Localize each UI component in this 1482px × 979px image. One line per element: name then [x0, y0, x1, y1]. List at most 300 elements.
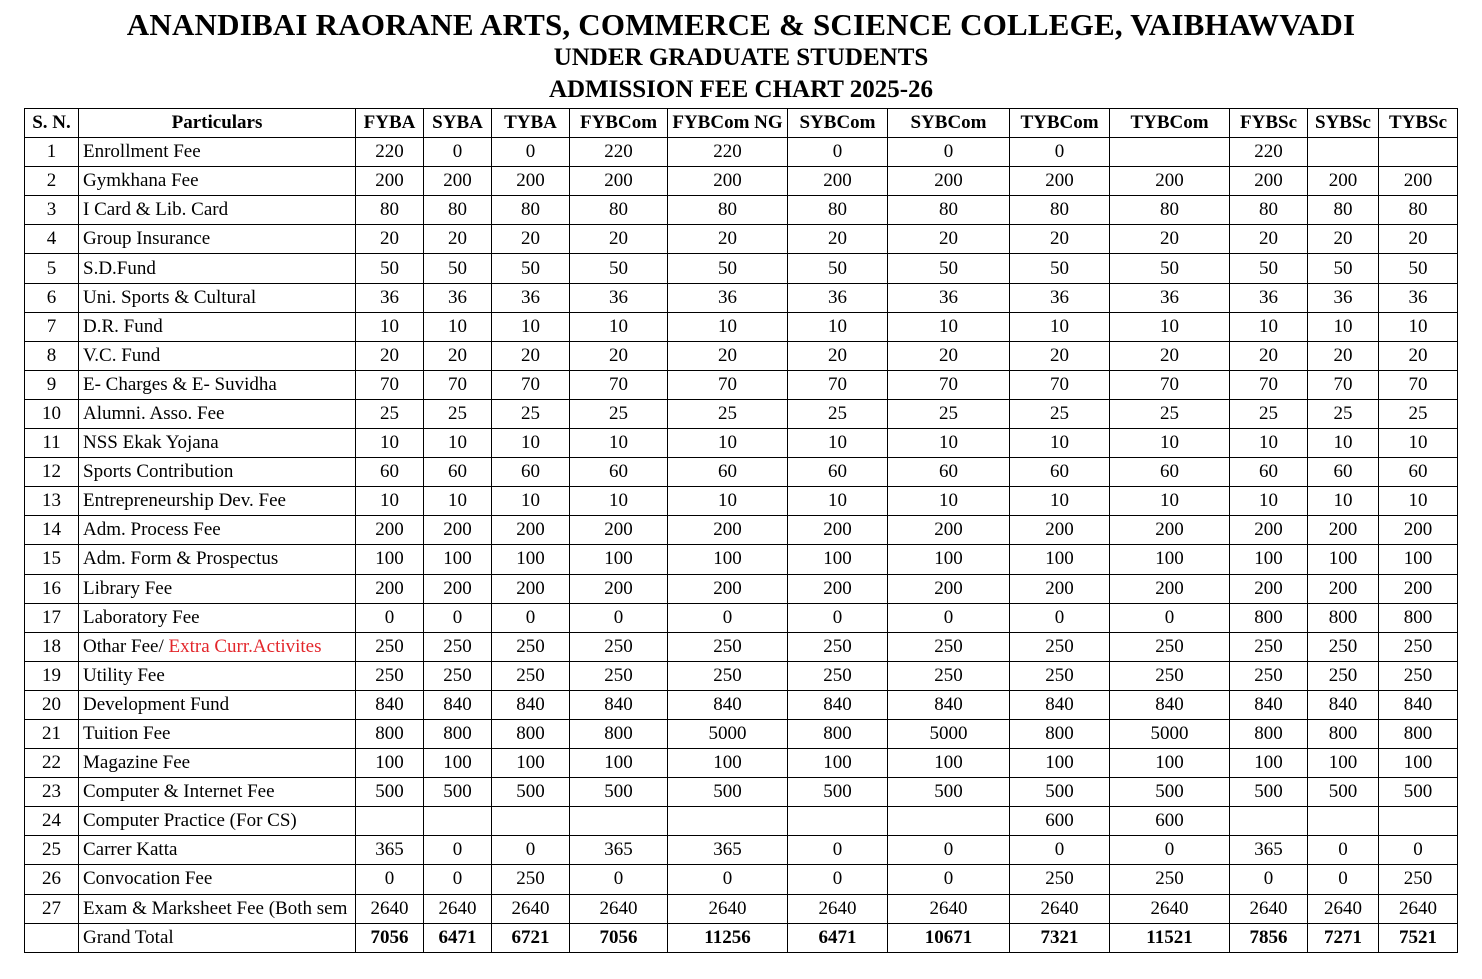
- fee-value-cell: 0: [424, 603, 492, 632]
- fee-value-cell: 200: [788, 167, 888, 196]
- fee-value-cell: 250: [1010, 661, 1110, 690]
- fee-value-cell: 36: [888, 283, 1010, 312]
- grand-total-value: 11256: [668, 923, 788, 952]
- fee-value-cell: 25: [492, 399, 570, 428]
- fee-value-cell: 36: [1230, 283, 1308, 312]
- fee-value-cell: 20: [570, 225, 668, 254]
- fee-value-cell: 0: [492, 603, 570, 632]
- fee-value-cell: 800: [1379, 719, 1458, 748]
- fee-value-cell: 20: [1110, 225, 1230, 254]
- fee-value-cell: 500: [356, 778, 424, 807]
- grand-total-value: 7521: [1379, 923, 1458, 952]
- fee-value-cell: 200: [1110, 167, 1230, 196]
- fee-value-cell: 800: [356, 719, 424, 748]
- fee-value-cell: 250: [1379, 632, 1458, 661]
- column-header: TYBA: [492, 109, 570, 138]
- fee-value-cell: 5000: [888, 719, 1010, 748]
- fee-value-cell: 25: [356, 399, 424, 428]
- fee-value-cell: 250: [1010, 632, 1110, 661]
- fee-value-cell: 25: [1379, 399, 1458, 428]
- fee-value-cell: 100: [570, 545, 668, 574]
- fee-value-cell: 36: [1110, 283, 1230, 312]
- fee-value-cell: 50: [888, 254, 1010, 283]
- fee-value-cell: [1308, 807, 1379, 836]
- fee-value-cell: 250: [356, 632, 424, 661]
- fee-value-cell: 200: [356, 167, 424, 196]
- fee-value-cell: 20: [570, 341, 668, 370]
- fee-value-cell: 365: [570, 836, 668, 865]
- fee-value-cell: 50: [492, 254, 570, 283]
- table-row: [25, 603, 1458, 632]
- fee-value-cell: 50: [1110, 254, 1230, 283]
- fee-value-cell: 220: [570, 138, 668, 167]
- fee-value-cell: 10: [570, 312, 668, 341]
- fee-value-cell: 70: [1230, 370, 1308, 399]
- fee-value-cell: 250: [424, 632, 492, 661]
- particulars-label: Computer Practice (For CS): [83, 810, 297, 832]
- fee-value-cell: 100: [1379, 545, 1458, 574]
- fee-value-cell: 250: [570, 632, 668, 661]
- fee-value-cell: 10: [788, 487, 888, 516]
- table-row: [25, 661, 1458, 690]
- fee-value-cell: 2640: [1308, 894, 1379, 923]
- fee-value-cell: 25: [424, 399, 492, 428]
- fee-value-cell: 50: [1308, 254, 1379, 283]
- fee-value-cell: 250: [1110, 865, 1230, 894]
- fee-value-cell: 10: [1230, 429, 1308, 458]
- particulars-cell: [79, 719, 356, 748]
- particulars-label: Adm. Form & Prospectus: [83, 548, 279, 570]
- particulars-cell: [79, 254, 356, 283]
- fee-value-cell: 20: [788, 225, 888, 254]
- fee-value-cell: 200: [1308, 574, 1379, 603]
- fee-value-cell: 200: [424, 574, 492, 603]
- fee-value-cell: 0: [424, 138, 492, 167]
- fee-value-cell: 840: [356, 690, 424, 719]
- fee-value-cell: [492, 807, 570, 836]
- fee-value-cell: 200: [356, 574, 424, 603]
- fee-value-cell: 10: [1010, 429, 1110, 458]
- table-row: [25, 545, 1458, 574]
- fee-value-cell: 800: [424, 719, 492, 748]
- fee-value-cell: 10: [356, 429, 424, 458]
- fee-value-cell: 60: [888, 458, 1010, 487]
- particulars-cell: [79, 545, 356, 574]
- fee-value-cell: 10: [570, 487, 668, 516]
- fee-value-cell: 10: [1379, 487, 1458, 516]
- fee-value-cell: 0: [888, 138, 1010, 167]
- fee-value-cell: 10: [1308, 429, 1379, 458]
- serial-number-cell: 14: [25, 516, 79, 545]
- fee-value-cell: 20: [1110, 341, 1230, 370]
- fee-value-cell: 100: [424, 749, 492, 778]
- fee-value-cell: 250: [1308, 632, 1379, 661]
- fee-value-cell: 100: [668, 545, 788, 574]
- fee-value-cell: 20: [888, 225, 1010, 254]
- particulars-cell: [79, 138, 356, 167]
- particulars-cell: [79, 865, 356, 894]
- fee-value-cell: 20: [424, 225, 492, 254]
- document-header: [0, 0, 1482, 105]
- serial-number-cell: 25: [25, 836, 79, 865]
- grand-total-value: 6471: [424, 923, 492, 952]
- fee-value-cell: 20: [668, 341, 788, 370]
- fee-value-cell: 0: [888, 603, 1010, 632]
- fee-value-cell: 10: [492, 429, 570, 458]
- fee-value-cell: 0: [788, 138, 888, 167]
- fee-value-cell: 20: [1230, 225, 1308, 254]
- serial-number-cell: 18: [25, 632, 79, 661]
- particulars-label: NSS Ekak Yojana: [83, 432, 219, 454]
- fee-value-cell: 250: [1379, 865, 1458, 894]
- particulars-cell: [79, 749, 356, 778]
- fee-value-cell: 250: [1230, 661, 1308, 690]
- table-row: [25, 399, 1458, 428]
- fee-value-cell: 36: [424, 283, 492, 312]
- fee-value-cell: 220: [356, 138, 424, 167]
- table-row: [25, 254, 1458, 283]
- fee-value-cell: 2640: [492, 894, 570, 923]
- fee-value-cell: 250: [668, 632, 788, 661]
- fee-value-cell: 0: [424, 865, 492, 894]
- fee-value-cell: 50: [424, 254, 492, 283]
- particulars-label: Convocation Fee: [83, 868, 213, 890]
- particulars-label: Alumni. Asso. Fee: [83, 402, 225, 424]
- fee-value-cell: 0: [492, 836, 570, 865]
- fee-value-cell: 20: [424, 341, 492, 370]
- fee-value-cell: 220: [668, 138, 788, 167]
- fee-value-cell: 10: [1230, 487, 1308, 516]
- particulars-cell: [79, 283, 356, 312]
- fee-value-cell: 800: [1230, 719, 1308, 748]
- fee-value-cell: 36: [492, 283, 570, 312]
- table-row: [25, 196, 1458, 225]
- serial-number-cell: 22: [25, 749, 79, 778]
- fee-value-cell: 200: [1379, 574, 1458, 603]
- fee-value-cell: 25: [1110, 399, 1230, 428]
- fee-value-cell: 36: [1308, 283, 1379, 312]
- grand-total-value: 6471: [788, 923, 888, 952]
- fee-value-cell: 200: [356, 516, 424, 545]
- fee-value-cell: 100: [888, 749, 1010, 778]
- fee-value-cell: 0: [668, 865, 788, 894]
- table-row: [25, 312, 1458, 341]
- fee-value-cell: 50: [668, 254, 788, 283]
- serial-number-cell: 9: [25, 370, 79, 399]
- fee-value-cell: 100: [1230, 545, 1308, 574]
- particulars-cell: [79, 632, 356, 661]
- fee-value-cell: 0: [788, 836, 888, 865]
- fee-value-cell: 20: [888, 341, 1010, 370]
- fee-value-cell: 2640: [424, 894, 492, 923]
- serial-number-cell: 2: [25, 167, 79, 196]
- fee-value-cell: 840: [424, 690, 492, 719]
- fee-value-cell: 10: [668, 487, 788, 516]
- fee-value-cell: 600: [1110, 807, 1230, 836]
- fee-value-cell: 100: [888, 545, 1010, 574]
- column-header: FYBCom: [570, 109, 668, 138]
- fee-value-cell: 200: [570, 167, 668, 196]
- fee-value-cell: 0: [1308, 865, 1379, 894]
- grand-total-value: 7271: [1308, 923, 1379, 952]
- fee-value-cell: [888, 807, 1010, 836]
- particulars-label: Computer & Internet Fee: [83, 781, 275, 803]
- fee-value-cell: 200: [668, 574, 788, 603]
- fee-table: [24, 108, 1458, 953]
- fee-value-cell: 200: [788, 516, 888, 545]
- fee-value-cell: 365: [356, 836, 424, 865]
- fee-value-cell: 10: [788, 429, 888, 458]
- grand-total-value: 7321: [1010, 923, 1110, 952]
- column-header: FYBSc: [1230, 109, 1308, 138]
- fee-value-cell: 840: [1110, 690, 1230, 719]
- fee-value-cell: 50: [356, 254, 424, 283]
- fee-value-cell: 60: [356, 458, 424, 487]
- grand-total-value: 10671: [888, 923, 1010, 952]
- fee-value-cell: 70: [888, 370, 1010, 399]
- fee-value-cell: 100: [424, 545, 492, 574]
- column-header: SYBCom: [788, 109, 888, 138]
- column-header: SYBSc: [1308, 109, 1379, 138]
- fee-value-cell: 250: [668, 661, 788, 690]
- fee-value-cell: 10: [668, 429, 788, 458]
- fee-value-cell: 840: [888, 690, 1010, 719]
- fee-value-cell: 250: [356, 661, 424, 690]
- fee-value-cell: 100: [570, 749, 668, 778]
- particulars-label: Sports Contribution: [83, 461, 234, 483]
- particulars-cell: [79, 690, 356, 719]
- serial-number-cell: 3: [25, 196, 79, 225]
- fee-value-cell: 200: [888, 574, 1010, 603]
- fee-value-cell: 25: [570, 399, 668, 428]
- table-row: [25, 894, 1458, 923]
- fee-value-cell: 100: [492, 545, 570, 574]
- fee-value-cell: 80: [570, 196, 668, 225]
- particulars-label: Adm. Process Fee: [83, 519, 221, 541]
- particulars-cell: [79, 341, 356, 370]
- fee-value-cell: 2640: [1010, 894, 1110, 923]
- fee-value-cell: 0: [788, 865, 888, 894]
- fee-value-cell: 36: [356, 283, 424, 312]
- fee-value-cell: 800: [1308, 719, 1379, 748]
- fee-value-cell: 2640: [788, 894, 888, 923]
- serial-number-cell: 5: [25, 254, 79, 283]
- serial-number-cell: 7: [25, 312, 79, 341]
- fee-value-cell: 200: [1379, 167, 1458, 196]
- fee-value-cell: 70: [1379, 370, 1458, 399]
- fee-value-cell: 250: [1308, 661, 1379, 690]
- column-header: SYBA: [424, 109, 492, 138]
- fee-value-cell: 250: [492, 661, 570, 690]
- fee-value-cell: 10: [1110, 312, 1230, 341]
- particulars-label: Exam & Marksheet Fee (Both sem: [83, 897, 348, 919]
- particulars-label: I Card & Lib. Card: [83, 199, 229, 221]
- particulars-cell: [79, 574, 356, 603]
- fee-value-cell: 840: [570, 690, 668, 719]
- table-row: [25, 370, 1458, 399]
- fee-value-cell: 20: [1379, 341, 1458, 370]
- fee-value-cell: 200: [1110, 516, 1230, 545]
- particulars-label: Library Fee: [83, 577, 173, 599]
- fee-value-cell: [1308, 138, 1379, 167]
- fee-value-cell: 800: [570, 719, 668, 748]
- fee-value-cell: 20: [1308, 225, 1379, 254]
- fee-value-cell: [1230, 807, 1308, 836]
- fee-value-cell: 100: [492, 749, 570, 778]
- table-row: [25, 749, 1458, 778]
- fee-value-cell: 60: [424, 458, 492, 487]
- fee-value-cell: 200: [1308, 167, 1379, 196]
- fee-value-cell: 10: [888, 487, 1010, 516]
- particulars-label: Carrer Katta: [83, 839, 178, 861]
- serial-number-cell: 24: [25, 807, 79, 836]
- college-name: ANANDIBAI RAORANE ARTS, COMMERCE & SCIENCE COLLEGE, VAIBHAWVADI: [126, 7, 1356, 42]
- fee-value-cell: 10: [1379, 429, 1458, 458]
- fee-value-cell: 70: [1110, 370, 1230, 399]
- fee-value-cell: 20: [492, 225, 570, 254]
- fee-value-cell: 70: [356, 370, 424, 399]
- particulars-label: Enrollment Fee: [83, 141, 201, 163]
- particulars-cell: [79, 894, 356, 923]
- fee-value-cell: 200: [1379, 516, 1458, 545]
- fee-value-cell: 250: [788, 661, 888, 690]
- fee-value-cell: 25: [788, 399, 888, 428]
- fee-value-cell: 500: [1308, 778, 1379, 807]
- fee-value-cell: 840: [1379, 690, 1458, 719]
- fee-value-cell: 2640: [1230, 894, 1308, 923]
- fee-value-cell: 800: [1010, 719, 1110, 748]
- table-row: [25, 778, 1458, 807]
- fee-value-cell: 0: [570, 865, 668, 894]
- fee-value-cell: 10: [888, 312, 1010, 341]
- fee-value-cell: 50: [1010, 254, 1110, 283]
- fee-value-cell: 5000: [1110, 719, 1230, 748]
- fee-value-cell: 60: [668, 458, 788, 487]
- fee-value-cell: 20: [356, 225, 424, 254]
- serial-number-cell: 15: [25, 545, 79, 574]
- fee-value-cell: 0: [570, 603, 668, 632]
- serial-number-cell: 4: [25, 225, 79, 254]
- fee-value-cell: 10: [1308, 312, 1379, 341]
- fee-value-cell: 0: [1308, 836, 1379, 865]
- fee-value-cell: 100: [1308, 545, 1379, 574]
- fee-value-cell: 60: [1110, 458, 1230, 487]
- fee-value-cell: 25: [1010, 399, 1110, 428]
- serial-number-cell: 8: [25, 341, 79, 370]
- fee-value-cell: 100: [788, 545, 888, 574]
- fee-value-cell: 250: [570, 661, 668, 690]
- particulars-cell: [79, 836, 356, 865]
- fee-value-cell: 200: [1010, 574, 1110, 603]
- serial-number-cell: 27: [25, 894, 79, 923]
- particulars-cell: [79, 312, 356, 341]
- fee-value-cell: 200: [668, 516, 788, 545]
- fee-value-cell: 10: [356, 312, 424, 341]
- table-row: [25, 574, 1458, 603]
- fee-value-cell: 10: [788, 312, 888, 341]
- fee-value-cell: 60: [1010, 458, 1110, 487]
- fee-value-cell: 200: [424, 167, 492, 196]
- fee-value-cell: 200: [1230, 167, 1308, 196]
- fee-value-cell: 25: [668, 399, 788, 428]
- table-row: [25, 516, 1458, 545]
- fee-value-cell: 100: [1110, 545, 1230, 574]
- fee-value-cell: 800: [492, 719, 570, 748]
- fee-value-cell: 36: [668, 283, 788, 312]
- fee-value-cell: 0: [1010, 138, 1110, 167]
- fee-value-cell: 600: [1010, 807, 1110, 836]
- fee-value-cell: 10: [356, 487, 424, 516]
- column-header: S. N.: [25, 109, 79, 138]
- fee-value-cell: 70: [1308, 370, 1379, 399]
- fee-value-cell: 250: [1110, 661, 1230, 690]
- particulars-label: D.R. Fund: [83, 315, 163, 337]
- serial-number-cell: 21: [25, 719, 79, 748]
- fee-value-cell: 500: [492, 778, 570, 807]
- table-row: [25, 836, 1458, 865]
- fee-value-cell: 10: [1230, 312, 1308, 341]
- fee-value-cell: 2640: [1110, 894, 1230, 923]
- fee-value-cell: 80: [1010, 196, 1110, 225]
- serial-number-cell: 23: [25, 778, 79, 807]
- fee-value-cell: [668, 807, 788, 836]
- table-row: [25, 138, 1458, 167]
- serial-number-cell: 11: [25, 429, 79, 458]
- fee-value-cell: 25: [888, 399, 1010, 428]
- particulars-label: Tuition Fee: [83, 723, 171, 745]
- fee-value-cell: 365: [1230, 836, 1308, 865]
- fee-value-cell: 10: [492, 312, 570, 341]
- fee-value-cell: 50: [1230, 254, 1308, 283]
- fee-value-cell: 50: [1379, 254, 1458, 283]
- fee-value-cell: 70: [788, 370, 888, 399]
- grand-total-label: Grand Total: [79, 923, 356, 952]
- particulars-cell: [79, 516, 356, 545]
- grand-total-value: 7056: [570, 923, 668, 952]
- fee-value-cell: 80: [356, 196, 424, 225]
- table-row: [25, 690, 1458, 719]
- fee-value-cell: 20: [1010, 225, 1110, 254]
- serial-number-cell: 17: [25, 603, 79, 632]
- fee-value-cell: 60: [1379, 458, 1458, 487]
- document-subtitle: UNDER GRADUATE STUDENTS: [553, 44, 929, 71]
- table-row: [25, 719, 1458, 748]
- serial-number-cell: [25, 923, 79, 952]
- fee-value-cell: 100: [1010, 749, 1110, 778]
- grand-total-value: 6721: [492, 923, 570, 952]
- fee-value-cell: 60: [492, 458, 570, 487]
- fee-value-cell: 365: [668, 836, 788, 865]
- fee-value-cell: 80: [424, 196, 492, 225]
- fee-value-cell: 100: [788, 749, 888, 778]
- fee-value-cell: 100: [1010, 545, 1110, 574]
- fee-value-cell: 70: [424, 370, 492, 399]
- fee-value-cell: 20: [668, 225, 788, 254]
- fee-value-cell: 50: [788, 254, 888, 283]
- fee-value-cell: 200: [888, 167, 1010, 196]
- fee-value-cell: 0: [888, 836, 1010, 865]
- fee-value-cell: 250: [1110, 632, 1230, 661]
- fee-value-cell: 500: [788, 778, 888, 807]
- fee-value-cell: 36: [1379, 283, 1458, 312]
- fee-value-cell: 250: [888, 632, 1010, 661]
- fee-value-cell: 0: [356, 603, 424, 632]
- fee-value-cell: 840: [668, 690, 788, 719]
- fee-value-cell: 200: [424, 516, 492, 545]
- table-row: [25, 429, 1458, 458]
- fee-value-cell: 10: [424, 429, 492, 458]
- fee-value-cell: 10: [424, 487, 492, 516]
